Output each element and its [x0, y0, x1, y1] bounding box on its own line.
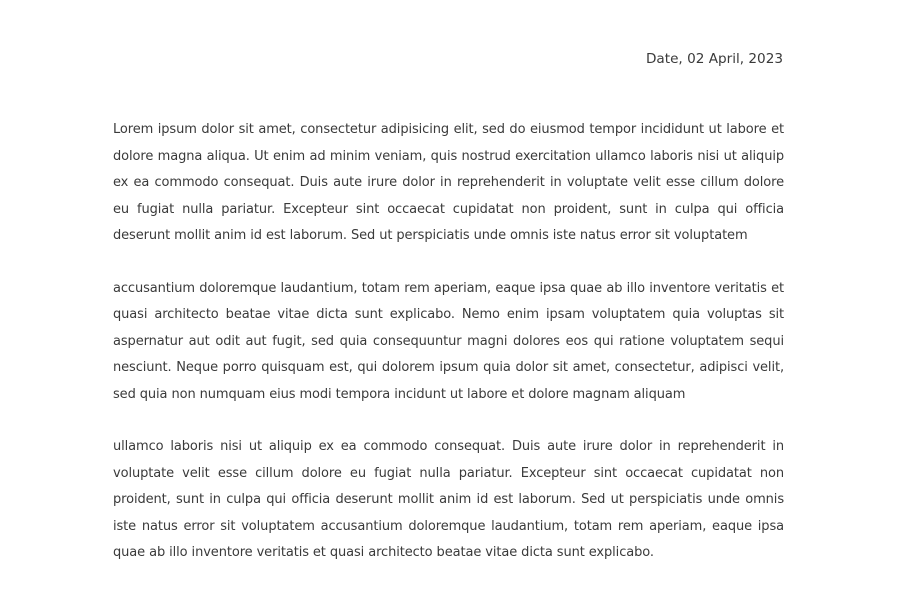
document-body: [113, 117, 784, 567]
paragraph-3: ullamco laboris nisi ut aliquip ex ea commodo consequat. Duis aute irure dolor in reprehenderit in voluptate velit esse cillum dolore eu fugiat nulla pariatur. Excepteur sint occaecat cupidatat non proident, sunt in culpa qui officia deserunt mollit anim id est laborum. Sed ut perspiciatis unde omnis iste natus error sit voluptatem accusantium doloremque laudantium, totam rem aperiam, eaque ipsa quae ab illo inventore veritatis et quasi architecto beatae vitae dicta sunt explicabo.: [113, 439, 784, 560]
paragraph-1: Lorem ipsum dolor sit amet, consectetur adipisicing elit, sed do eiusmod tempor incididunt ut labore et dolore magna aliqua. Ut enim ad minim veniam, quis nostrud exercitation ullamco laboris nisi ut aliquip ex ea commodo consequat. Duis aute irure dolor in reprehenderit in voluptate velit esse cillum dolore eu fugiat nulla pariatur. Excepteur sint occaecat cupidatat non proident, sunt in culpa qui officia deserunt mollit anim id est laborum. Sed ut perspiciatis unde omnis iste natus error sit voluptatem: [113, 122, 784, 243]
paragraph-2: accusantium doloremque laudantium, totam rem aperiam, eaque ipsa quae ab illo inventore veritatis et quasi architecto beatae vitae dicta sunt explicabo. Nemo enim ipsam voluptatem quia voluptas sit aspernatur aut odit aut fugit, sed quia consequuntur magni dolores eos qui ratione voluptatem sequi nesciunt. Neque porro quisquam est, qui dolorem ipsum quia dolor sit amet, consectetur, adipisci velit, sed quia non numquam eius modi tempora incidunt ut labore et dolore magnam aliquam: [113, 280, 784, 402]
document-date: Date, 02 April, 2023: [645, 51, 783, 67]
